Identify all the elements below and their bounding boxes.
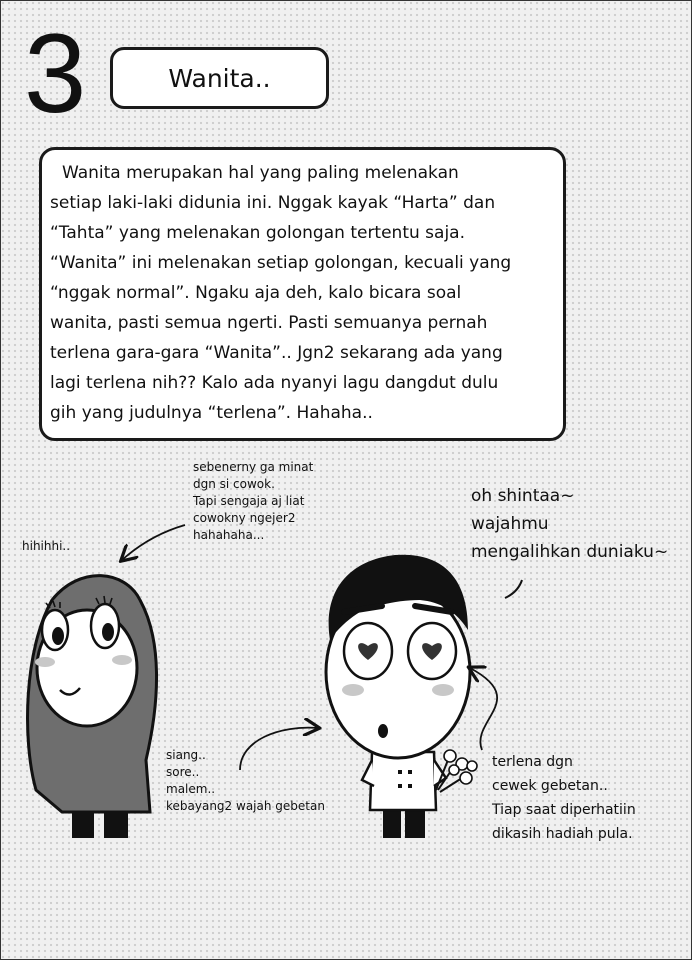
boy-mouth [378, 724, 388, 738]
girl-thought-arrow [122, 525, 185, 560]
speech-tail [505, 580, 522, 598]
intro-paragraph: Wanita merupakan hal yang paling melenakan setiap laki-laki didunia ini. Nggak kayak “Harta” dan “Tahta” yang melenakan golongan tertentu saja. “Wanita” ini melenakan setiap golongan, kecuali yang “nggak normal”. Ngaku aja deh, kalo bicara soal wanita, pasti semua ngerti. Pasti semuanya pernah terlena gara-gara “Wanita”.. Jgn2 sekarang ada yang lagi terlena nih?? Kalo ada nyanyi lagu dangdut dulu gih yang judulnya “terlena”. Hahaha.. [50, 163, 512, 423]
girl-speech: hihihhi.. [22, 539, 71, 553]
chapter-number: 3 [24, 11, 87, 136]
chapter-title: Wanita.. [110, 47, 329, 109]
status-arrow [470, 668, 497, 750]
girl-character [28, 576, 157, 838]
status-note: terlena dgn cewek gebetan.. Tiap saat diperhatiin dikasih hadiah pula. [492, 754, 636, 842]
boy-character [326, 555, 477, 838]
boy-speech: oh shintaa~ wajahmu mengalihkan duniaku~ [471, 486, 669, 562]
boy-shirt [370, 752, 436, 810]
daydream-note: siang.. sore.. malem.. kebayang2 wajah gebetan [166, 748, 325, 813]
girl-thought-note: sebenerny ga minat dgn si cowok. Tapi sengaja aj liat cowokny ngejer2 hahahaha... [193, 460, 314, 542]
